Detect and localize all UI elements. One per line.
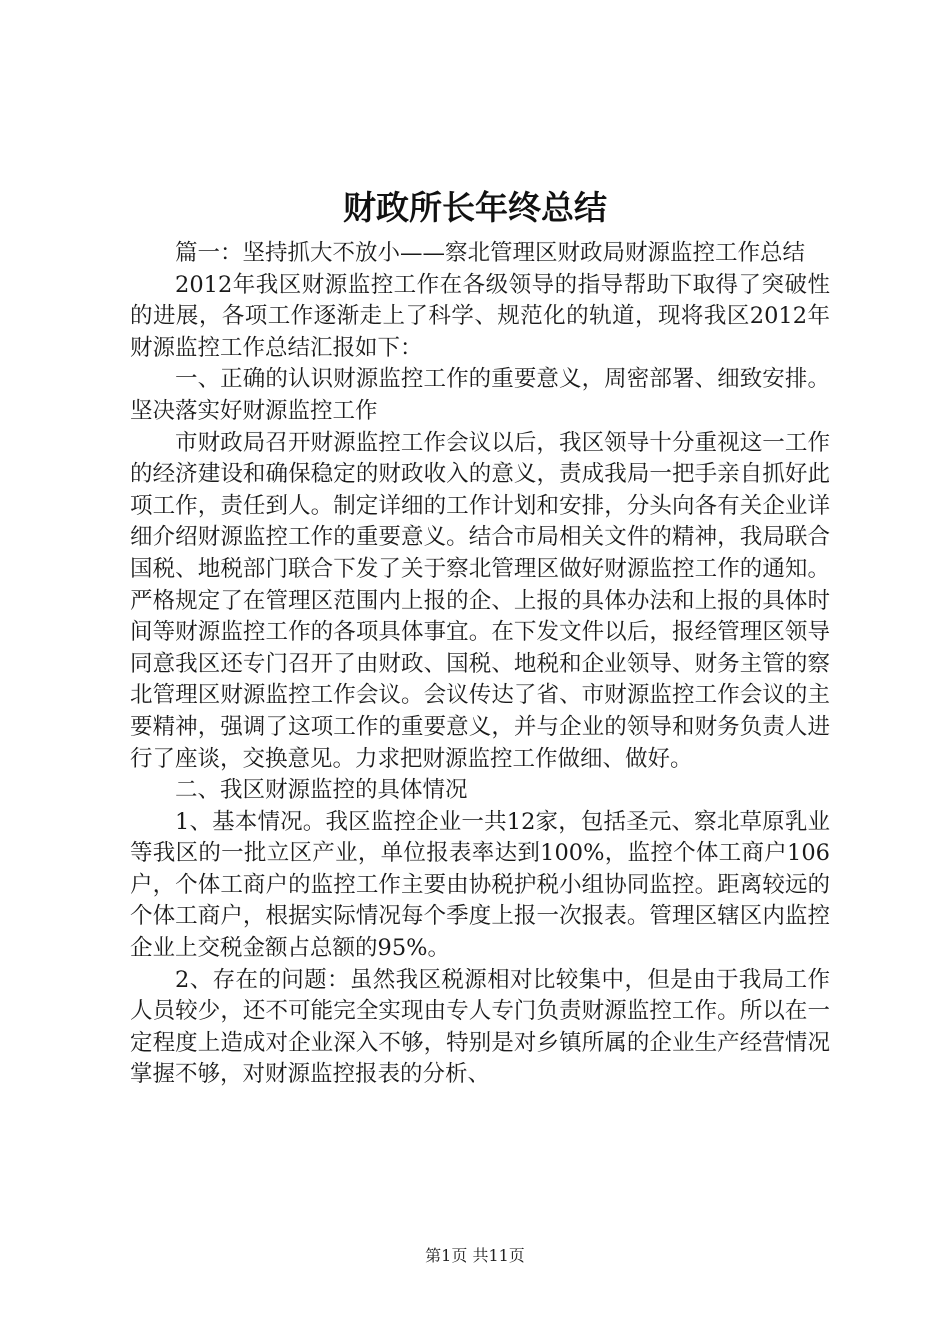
paragraph: 1、基本情况。我区监控企业一共12家，包括圣元、察北草原乳业等我区的一批立区产业，单位报表率达到100%，监控个体工商户106户，个体工商户的监控工作主要由协税护税小组协同监控。距离较远的个体工商户，根据实际情况每个季度上报一次报表。管理区辖区内监控企业上交税金额占总额的95%。 [130,808,830,962]
paragraph: 2、存在的问题：虽然我区税源相对比较集中，但是由于我局工作人员较少，还不可能完全实现由专人专门负责财源监控工作。所以在一定程度上造成对企业深入不够，特别是对乡镇所属的企业生产经营情况掌握不够，对财源监控报表的分析、 [130,966,830,1088]
page-footer: 第1页 共11页 [425,1246,525,1265]
paragraph: 一、正确的认识财源监控工作的重要意义，周密部署、细致安排。坚决落实好财源监控工作 [130,366,830,424]
paragraph: 市财政局召开财源监控工作会议以后，我区领导十分重视这一工作的经济建设和确保稳定的财政收入的意义，责成我局一把手亲自抓好此项工作，责任到人。制定详细的工作计划和安排，分头向各有关企业详细介绍财源监控工作的重要意义。结合市局相关文件的精神，我局联合国税、地税部门联合下发了关于察北管理区做好财源监控工作的通知。严格规定了在管理区范围内上报的企、上报的具体办法和上报的具体时间等财源监控工作的各项具体事宜。在下发文件以后，报经管理区领导同意我区还专门召开了由财政、国税、地税和企业领导、财务主管的察北管理区财源监控工作会议。会议传达了省、市财源监控工作会议的主要精神，强调了这项工作的重要意义，并与企业的领导和财务负责人进行了座谈，交换意见。力求把财源监控工作做细、做好。 [130,429,830,772]
document-title: 财政所长年终总结 [343,188,607,227]
paragraph: 篇一：坚持抓大不放小——察北管理区财政局财源监控工作总结 [175,240,806,266]
paragraph: 2012年我区财源监控工作在各级领导的指导帮助下取得了突破性的进展，各项工作逐渐走上了科学、规范化的轨道，现将我区2012年财源监控工作总结汇报如下： [130,271,830,361]
paragraph: 二、我区财源监控的具体情况 [175,777,468,804]
document-body [130,238,830,1091]
